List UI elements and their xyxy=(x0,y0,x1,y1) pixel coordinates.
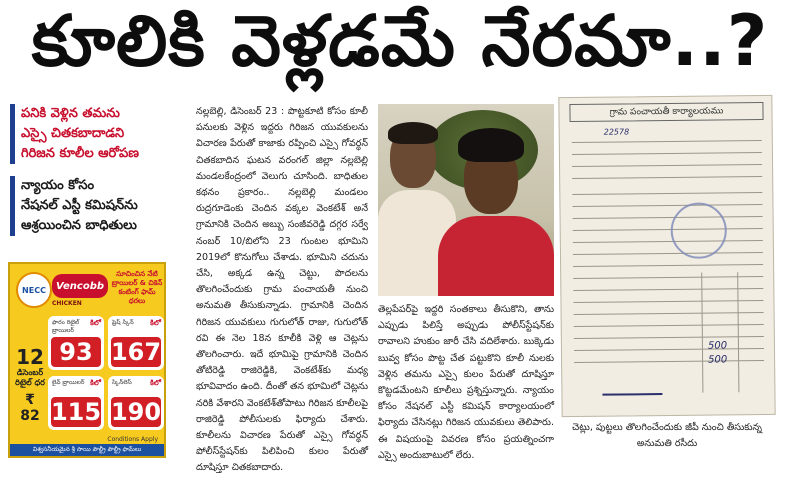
receipt-rule xyxy=(573,216,763,219)
article-column-1: నల్లబెల్లి, డిసెంబర్ 23 : పొట్టకూటి కోసం కూలీ పనులకు వెళ్లిన ఇద్దరు గిరిజన యువకులను విచారణ పేరుతో కాజాకు రప్పించి ఎస్సై గోవర్ధన్ చితకబాదిన ఘటన వరంగల్ జిల్లా నల్లబెల్లి మండలకేంద్రంలో వెలుగు చూసింది. బాధితుల కథనం ప్రకారం.. నల్లబెల్లి మండలం రుద్రగూడెంకు చెందిన వక్కల వెంకటేశ్ అనే గ్రామానికి చెందిన అబ్బు సంజీవరెడ్డి దగ్గర సర్వే నంబర్ 10/బిలోని 23 గుంటల భూమిని 2019లో కొనుగోలు చేశాడు. భూమిని చదును చేసి, అక్కడ ఉన్న చెట్టు, పొదలను తొలగించేందుకు గ్రామ పంచాయతీ నుంచి అనుమతి తీసుకున్నాడు. గ్రామానికి చెందిన గిరిజన యువకులు గుగులోత్ రాజు, గుగులోత్ రవి ఈ నెల 18న కూలీకి వెళ్లి ఆ చెట్లను తొలగించారు. ఇదే భూమిపై గ్రామానికి చెందిన తోటిరెడ్డి రాజిరెడ్డికి, వెంకటేశ్‌కు మధ్య భూవివాదం ఉంది. దీంతో తన భూమిలో చెట్లను నరికి వేశారని వెంకటేశ్‌తోపాటు గిరిజన కూలీలపై రాజిరెడ్డి పోలీసులకు ఫిర్యాదు చేశారు. కూలీలను విచారణ పేరుతో ఎస్సై గోవర్ధన్ పోలీస్‌స్టేషన్‌కు పిలిపించి కులం పేరుతో దూషిస్తూ చితకబాదారు. xyxy=(196,106,368,474)
sub-heading-line: పనికి వెళ్లిన తమను xyxy=(21,106,120,121)
receipt-rule xyxy=(572,140,762,143)
price-label: లైవ్ బ్రాయిలర్ xyxy=(52,379,85,386)
ad-date-word: డిసెంబర్ xyxy=(16,368,44,377)
ad-retail-price: ₹ 82 xyxy=(20,392,40,424)
brand-subtitle: CHICKEN xyxy=(52,300,82,307)
receipt-amount: 500 xyxy=(707,340,728,352)
person-right-hair xyxy=(458,128,524,162)
ad-retail-label: రిటైల్ ధర xyxy=(15,378,45,387)
receipt-amount: 500 xyxy=(708,354,728,366)
receipt-rule xyxy=(572,192,762,195)
sub-heading-line: న్యాయం కోసం xyxy=(21,178,95,193)
price-value: 190 xyxy=(110,398,162,426)
ad-date-block xyxy=(14,346,46,424)
receipt-rule xyxy=(573,252,763,255)
price-box xyxy=(48,316,104,370)
receipt-rule xyxy=(573,240,763,243)
necc-logo: NECC xyxy=(16,272,52,308)
receipt-rule xyxy=(574,360,764,363)
sub-heading-line: ఎస్సై చితకబాదాడని xyxy=(21,126,125,141)
sub-heading-accusation xyxy=(10,104,196,164)
panchayat-receipt-image xyxy=(558,95,775,417)
sub-heading-line: ఆశ్రయించిన బాధితులు xyxy=(21,218,137,233)
chicken-price-advertisement xyxy=(8,262,166,458)
receipt-rule xyxy=(574,348,764,351)
price-unit: కిలో xyxy=(150,319,161,327)
ad-date-number: 12 xyxy=(16,345,44,369)
receipt-title: గ్రామ పంచాయతీ కార్యాలయము xyxy=(569,102,763,122)
headline: కూలికి వెళ్లడమే నేరమా..? xyxy=(31,0,769,82)
price-unit: కిలో xyxy=(90,379,101,387)
price-value: 93 xyxy=(51,337,101,367)
sub-heading-line: నేషనల్ ఎస్టీ కమిషన్‌ను xyxy=(21,198,138,213)
vencobb-brand-logo: Vencobb xyxy=(52,274,108,298)
person-left-hair xyxy=(388,122,438,144)
receipt-rule xyxy=(573,264,763,267)
price-label: ఫ్రెష్ స్కిన్ xyxy=(112,319,134,326)
receipt-rule xyxy=(574,312,764,315)
receipt-number: 22578 xyxy=(603,127,630,137)
sub-heading-line: గిరిజన కూలీల ఆరోపణ xyxy=(21,146,139,161)
price-value: 115 xyxy=(50,398,102,426)
price-unit: కిలో xyxy=(150,379,161,387)
price-value: 167 xyxy=(110,338,162,366)
price-label: స్కిన్‌లెస్ xyxy=(112,379,132,386)
receipt-caption: చెట్లు, పుట్టలు తొలగించేందుకు జీపీ నుంచి తీసుకున్న అనుమతి రసీదు xyxy=(572,422,762,449)
receipt-rule xyxy=(573,300,763,303)
price-box xyxy=(48,376,104,430)
article-column-2: తెల్లపేపర్‌పై ఇద్దరి సంతకాలు తీసుకొని, తాను ఎప్పుడు పిలిస్తే అప్పుడు పోలీస్‌స్టేషన్‌కు రావాలని హుకుం జారీ చేసి వదిలేశారు. బుక్కెడు బువ్వ కోసం పొట్ట చేత పట్టుకొని కూలీ నులకు వెళ్లిన తమను ఎస్సై కులం పేరుతో దూషిస్తూ కొట్టడమేంటని కూలీలు ప్రశ్నిస్తున్నారు. న్యాయం కోసం నేషనల్ ఎస్టీ కమిషన్ కార్యాలయంలో ఫిర్యాదు చేసినట్లు గిరిజన యువకులు తెలిపారు. ఈ విషయంపై వివరణ కోసం ప్రయత్నించగా ఎస్సై అందుబాటులో లేరు. xyxy=(378,304,554,461)
receipt-column-line xyxy=(701,273,703,393)
receipt-signature xyxy=(602,377,662,396)
ad-footer: విశ్వసనీయమైన శ్రీ సాయి పౌల్ట్రీ పౌల్ట్రీ ఫామ్‌లు xyxy=(10,444,164,456)
price-unit: కిలో xyxy=(90,319,101,327)
receipt-rule xyxy=(572,152,762,155)
receipt-rule xyxy=(573,288,763,291)
ad-header-text: సూచించిన నేటి బ్రాయిలర్ & చికెన్ కంటింగ్ ఫామ్ ధరలు xyxy=(111,270,163,305)
price-box xyxy=(108,316,164,370)
receipt-rule xyxy=(572,164,762,167)
receipt-rule xyxy=(574,324,764,327)
person-right-body xyxy=(438,216,554,296)
receipt-rule xyxy=(572,176,762,179)
receipt-rule xyxy=(573,228,763,231)
receipt-rule xyxy=(572,204,762,207)
sub-heading-commission xyxy=(10,176,196,236)
victims-photo xyxy=(378,104,554,296)
receipt-rule xyxy=(573,276,763,279)
panchayat-seal xyxy=(670,202,727,259)
receipt-column-line xyxy=(737,272,739,392)
price-box xyxy=(108,376,164,430)
price-label: ఫారం రిటైల్ బ్రాయిలర్ xyxy=(52,319,80,334)
conditions-apply-note: Conditions Apply xyxy=(107,436,158,443)
receipt-rule xyxy=(574,336,764,339)
